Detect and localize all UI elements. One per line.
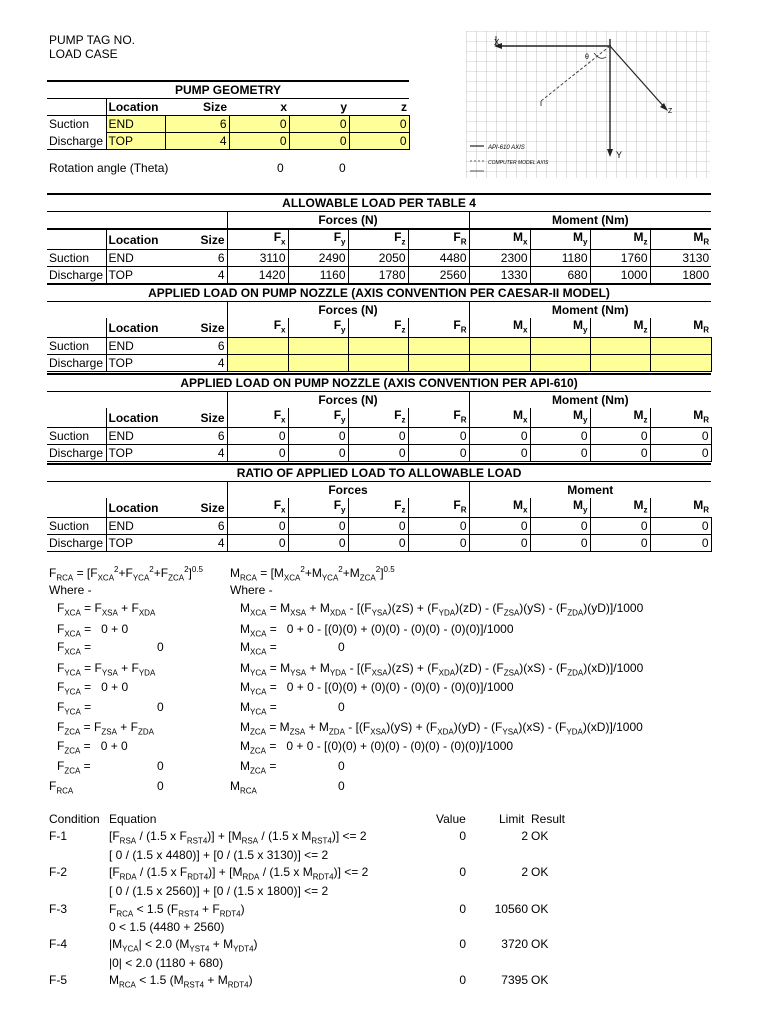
cond-value: 0 bbox=[459, 973, 466, 987]
cond-result: OK bbox=[531, 937, 549, 951]
allowable-row-discharge bbox=[47, 267, 711, 284]
col-location: Location bbox=[106, 318, 165, 338]
cond-limit: 2 bbox=[521, 865, 528, 879]
value-cell: 0 bbox=[469, 535, 530, 552]
row-name: Discharge bbox=[47, 133, 106, 150]
value-cell: 0 bbox=[530, 445, 590, 462]
cond-id: F-5 bbox=[49, 973, 67, 987]
geom-row-suction bbox=[47, 116, 409, 133]
y-input[interactable]: 0 bbox=[289, 133, 349, 150]
fzca-result-label: $F_{ZCA}$ = bbox=[57, 759, 91, 776]
cond-evaluated: [ 0 / (1.5 x 2560)] + [0 / (1.5 x 1800)] <= 2 bbox=[109, 884, 329, 898]
allowable-row-suction bbox=[47, 250, 711, 267]
value-cell: 1780 bbox=[348, 267, 408, 284]
mxca-sub: $M_{XCA} = 0 + 0 - [(0)(0) + (0)(0) - (0)(0) - (0)(0)]/1000$ bbox=[240, 622, 514, 639]
location-cell: END bbox=[106, 250, 165, 267]
rotation-label: Rotation angle (Theta) bbox=[49, 161, 169, 175]
value-cell: 1420 bbox=[227, 267, 288, 284]
y-input[interactable]: 0 bbox=[289, 116, 349, 133]
frca-result: 0 bbox=[157, 779, 164, 793]
fxca-sub: $F_{XCA} = 0 + 0$ bbox=[57, 622, 129, 639]
row-name: Discharge bbox=[47, 267, 106, 284]
mzca-result: 0 bbox=[338, 759, 345, 773]
sketch-theta-label: θ bbox=[585, 54, 589, 61]
cond-id: F-4 bbox=[49, 937, 67, 951]
location-cell: TOP bbox=[106, 535, 165, 552]
cond-limit: 3720 bbox=[501, 937, 528, 951]
value-cell: 2490 bbox=[288, 250, 348, 267]
frca-result-label: $F_{RCA}$ bbox=[49, 779, 74, 796]
value-cell: 0 bbox=[227, 535, 288, 552]
fy-input[interactable] bbox=[288, 355, 348, 372]
applied-api-row-discharge bbox=[47, 445, 711, 462]
fxca-sum: 0 + 0 bbox=[101, 622, 129, 636]
value-cell: 0 bbox=[408, 535, 469, 552]
col-location: Location bbox=[106, 229, 165, 250]
fx-input[interactable] bbox=[227, 338, 288, 355]
col-size: Size bbox=[200, 320, 225, 335]
value-cell: 0 bbox=[227, 428, 288, 445]
value-cell: 3110 bbox=[227, 250, 288, 267]
cond-evaluated: |0| < 2.0 (1180 + 680) bbox=[109, 956, 224, 970]
mxca-expr: 0 + 0 - [(0)(0) + (0)(0) - (0)(0) - (0)(0)]/1000 bbox=[286, 622, 514, 636]
geom-col-size: Size bbox=[202, 100, 227, 114]
fzca-sub: $F_{ZCA} = 0 + 0$ bbox=[57, 739, 128, 756]
cond-id: F-2 bbox=[49, 865, 67, 879]
value-cell: 2300 bbox=[469, 250, 530, 267]
value-cell: 0 bbox=[530, 428, 590, 445]
size-cell: 4 bbox=[165, 535, 227, 552]
fr-input[interactable] bbox=[408, 338, 469, 355]
where-label-right: Where - bbox=[230, 583, 273, 597]
row-name: Suction bbox=[47, 518, 106, 535]
forces-label: Forces (N) bbox=[227, 392, 469, 409]
ratio-table: RATIO OF APPLIED LOAD TO ALLOWABLE LOAD Forces Moment Location Size $F_x$ $F_y$ $F_z$ $F_R$ $M_x$ $M_y$ $M_z$ $M_R$ Suction END 6 0 0 0 0 0 0 0 0 Discharge TOP 4 0 0 0 0 0 0 0 0 bbox=[49, 466, 710, 551]
forces-label: Forces (N) bbox=[227, 302, 469, 319]
value-cell: 0 bbox=[288, 535, 348, 552]
my-input[interactable] bbox=[530, 338, 590, 355]
ratio-title: RATIO OF APPLIED LOAD TO ALLOWABLE LOAD bbox=[47, 464, 711, 482]
mz-input[interactable] bbox=[590, 355, 650, 372]
sketch-z-label: Z bbox=[668, 108, 673, 115]
mxca-def: $M_{XCA} = M_{XSA} + M_{XDA} - [(F_{YSA})(zS) + (F_{YDA})(zD) - (F_{ZSA})(yS) - (F_{ZDA})(yD)]/1000$ bbox=[240, 601, 644, 618]
where-label-left: Where - bbox=[49, 583, 92, 597]
cond-equation: $M_{RCA} < 1.5$ $(M_{RST4} + M_{RDT4})$ bbox=[109, 973, 253, 990]
mxca-result-label: $M_{XCA}$ = bbox=[240, 640, 277, 657]
value-cell: 0 bbox=[650, 518, 711, 535]
col-size: Size bbox=[200, 500, 225, 515]
size-input[interactable]: 4 bbox=[165, 133, 229, 150]
mrca-result: 0 bbox=[338, 779, 345, 793]
my-input[interactable] bbox=[530, 355, 590, 372]
location-input[interactable]: TOP bbox=[106, 133, 165, 150]
fxca-result-label: $F_{XCA}$ = bbox=[57, 640, 92, 657]
value-cell: 0 bbox=[530, 518, 590, 535]
moment-label: Moment (Nm) bbox=[469, 392, 711, 409]
value-cell: 1330 bbox=[469, 267, 530, 284]
geom-row-discharge bbox=[47, 133, 409, 150]
mzca-expr: 0 + 0 - [(0)(0) + (0)(0) - (0)(0) - (0)(0)]/1000 bbox=[286, 739, 514, 753]
value-cell: 0 bbox=[288, 428, 348, 445]
value-cell: 0 bbox=[408, 518, 469, 535]
pump-geometry-title: PUMP GEOMETRY bbox=[47, 81, 409, 99]
ratio-row-suction bbox=[47, 518, 711, 535]
fzca-def: $F_{ZCA} = F_{ZSA} + F_{ZDA}$ bbox=[57, 720, 154, 737]
applied-api-row-suction bbox=[47, 428, 711, 445]
col-size: Size bbox=[200, 410, 225, 425]
value-cell: 0 bbox=[348, 445, 408, 462]
location-cell: END bbox=[106, 338, 165, 355]
row-name: Discharge bbox=[47, 355, 106, 372]
moment-label: Moment (Nm) bbox=[469, 212, 711, 230]
location-cell: TOP bbox=[106, 267, 165, 284]
size-cell: 6 bbox=[165, 338, 227, 355]
applied-caesar-title: APPLIED LOAD ON PUMP NOZZLE (AXIS CONVENTION PER CAESAR-II MODEL) bbox=[47, 284, 711, 302]
value-cell: 1800 bbox=[650, 267, 711, 284]
ratio-row-discharge bbox=[47, 535, 711, 552]
cond-value: 0 bbox=[459, 829, 466, 843]
cond-limit: 10560 bbox=[494, 902, 528, 916]
value-cell: 0 bbox=[590, 428, 650, 445]
cond-col-condition: Condition bbox=[49, 812, 100, 826]
size-cell: 6 bbox=[165, 428, 227, 445]
mzca-def: $M_{ZCA} = M_{ZSA} + M_{ZDA} - [(F_{XSA})(yS) + (F_{XDA})(yD) - (F_{YSA})(xS) - (F_{YDA})(xD)]/1000$ bbox=[240, 720, 643, 737]
size-cell: 6 bbox=[165, 250, 227, 267]
fz-input[interactable] bbox=[348, 355, 408, 372]
z-input[interactable]: 0 bbox=[349, 116, 409, 133]
value-cell: 2560 bbox=[408, 267, 469, 284]
size-cell: 4 bbox=[165, 267, 227, 284]
row-name: Discharge bbox=[47, 445, 106, 462]
value-cell: 1180 bbox=[530, 250, 590, 267]
value-cell: 0 bbox=[348, 518, 408, 535]
x-input[interactable]: 0 bbox=[229, 133, 289, 150]
geom-col-z: z bbox=[401, 100, 408, 114]
allowable-load-table: ALLOWABLE LOAD PER TABLE 4 Forces (N) Moment (Nm) Location Size $F_x$ $F_y$ $F_z$ $F_R$ $M_x$ $M_y$ $M_z$ $M_R$ Suction END 6 3110 2490 2050 4480 2300 1180 1760 3130 Discharge TOP 4 1420 1160 1780 2560 1330 680 1000 1800 bbox=[49, 196, 710, 283]
cond-col-equation: Equation bbox=[109, 812, 157, 826]
cond-evaluated: 0 < 1.5 (4480 + 2560) bbox=[109, 920, 225, 934]
cond-limit: 2 bbox=[521, 829, 528, 843]
cond-id: F-3 bbox=[49, 902, 67, 916]
value-cell: 1760 bbox=[590, 250, 650, 267]
size-cell: 4 bbox=[165, 445, 227, 462]
value-cell: 0 bbox=[650, 428, 711, 445]
cond-result: OK bbox=[531, 973, 549, 987]
value-cell: 0 bbox=[650, 535, 711, 552]
value-cell: 0 bbox=[348, 428, 408, 445]
applied-api-title: APPLIED LOAD ON PUMP NOZZLE (AXIS CONVENTION PER API-610) bbox=[47, 374, 711, 392]
cond-id: F-1 bbox=[49, 829, 67, 843]
cond-limit: 7395 bbox=[501, 973, 528, 987]
value-cell: 0 bbox=[590, 535, 650, 552]
value-cell: 680 bbox=[530, 267, 590, 284]
row-name: Suction bbox=[47, 250, 106, 267]
forces-label: Forces bbox=[227, 482, 469, 499]
applied-caesar-row-suction bbox=[47, 338, 711, 355]
fyca-sub: $F_{YCA} = 0 + 0$ bbox=[57, 680, 129, 697]
cond-col-value: Value bbox=[436, 812, 466, 826]
location-cell: END bbox=[106, 518, 165, 535]
value-cell: 0 bbox=[227, 518, 288, 535]
size-cell: 6 bbox=[165, 518, 227, 535]
value-cell: 0 bbox=[288, 445, 348, 462]
size-input[interactable]: 6 bbox=[165, 116, 229, 133]
geom-col-y: y bbox=[340, 100, 347, 114]
cond-evaluated: [ 0 / (1.5 x 4480)] + [0 / (1.5 x 3130)] <= 2 bbox=[109, 848, 329, 862]
value-cell: 1160 bbox=[288, 267, 348, 284]
location-cell: END bbox=[106, 428, 165, 445]
applied-caesar-row-discharge bbox=[47, 355, 711, 372]
fyca-def: $F_{YCA} = F_{YSA} + F_{YDA}$ bbox=[57, 661, 156, 678]
fz-input[interactable] bbox=[348, 338, 408, 355]
myca-expr: 0 + 0 - [(0)(0) + (0)(0) - (0)(0) - (0)(0)]/1000 bbox=[286, 680, 514, 694]
row-name: Suction bbox=[47, 116, 106, 133]
cond-value: 0 bbox=[459, 902, 466, 916]
rotation-value-2: 0 bbox=[339, 161, 346, 175]
mx-input[interactable] bbox=[469, 338, 530, 355]
myca-def: $M_{YCA} = M_{YSA} + M_{YDA} - [(F_{XSA})(zS) + (F_{XDA})(zD) - (F_{ZSA})(xS) - (F_{ZDA})(xD)]/1000$ bbox=[240, 661, 644, 678]
pump-tag-label: PUMP TAG NO. bbox=[49, 33, 136, 47]
mxca-result: 0 bbox=[338, 640, 345, 654]
applied-api-table: APPLIED LOAD ON PUMP NOZZLE (AXIS CONVENTION PER API-610) Forces (N) Moment (Nm) Location Size $F_x$ $F_y$ $F_z$ $F_R$ $M_x$ $M_y$ $M_z$ $M_R$ Suction END 6 0 0 0 0 0 0 0 0 Discharge TOP 4 0 0 0 0 0 0 0 0 bbox=[49, 376, 710, 461]
mrca-result-label: $M_{RCA}$ bbox=[230, 779, 257, 796]
z-input[interactable]: 0 bbox=[349, 133, 409, 150]
value-cell: 1000 bbox=[590, 267, 650, 284]
fzca-sum: 0 + 0 bbox=[100, 739, 128, 753]
cond-col-limit: Limit bbox=[499, 812, 525, 826]
fzca-result: 0 bbox=[157, 759, 164, 773]
value-cell: 2050 bbox=[348, 250, 408, 267]
value-cell: 0 bbox=[469, 518, 530, 535]
fyca-result: 0 bbox=[157, 700, 164, 714]
fyca-result-label: $F_{YCA}$ = bbox=[57, 700, 92, 717]
value-cell: 3130 bbox=[650, 250, 711, 267]
mr-input[interactable] bbox=[650, 338, 711, 355]
fyca-sum: 0 + 0 bbox=[101, 680, 129, 694]
load-case-label: LOAD CASE bbox=[49, 47, 118, 61]
forces-label: Forces (N) bbox=[227, 212, 469, 230]
value-cell: 0 bbox=[408, 428, 469, 445]
value-cell: 0 bbox=[227, 445, 288, 462]
rotation-value-1: 0 bbox=[277, 161, 284, 175]
value-cell: 0 bbox=[348, 535, 408, 552]
axis-sketch bbox=[466, 31, 710, 178]
fxca-def: $F_{XCA} = F_{XSA} + F_{XDA}$ bbox=[57, 601, 156, 618]
cond-col-result: Result bbox=[531, 812, 566, 826]
myca-result-label: $M_{YCA}$ = bbox=[240, 700, 277, 717]
value-cell: 0 bbox=[590, 518, 650, 535]
value-cell: 0 bbox=[590, 445, 650, 462]
pump-geometry-table bbox=[47, 80, 410, 150]
geom-col-x: x bbox=[280, 100, 287, 114]
mzca-result-label: $M_{ZCA}$ = bbox=[240, 759, 277, 776]
allowable-title: ALLOWABLE LOAD PER TABLE 4 bbox=[47, 194, 711, 212]
moment-label: Moment (Nm) bbox=[469, 302, 711, 319]
sketch-x-label: X bbox=[494, 38, 500, 47]
row-name: Suction bbox=[47, 338, 106, 355]
value-cell: 0 bbox=[288, 518, 348, 535]
mzca-sub: $M_{ZCA} = 0 + 0 - [(0)(0) + (0)(0) - (0)(0) - (0)(0)]/1000$ bbox=[240, 739, 514, 756]
mz-input[interactable] bbox=[590, 338, 650, 355]
mx-input[interactable] bbox=[469, 355, 530, 372]
mr-input[interactable] bbox=[650, 355, 711, 372]
fy-input[interactable] bbox=[288, 338, 348, 355]
cond-equation: $|M_{YCA}| < 2.0$ $(M_{YST4} + M_{YDT4})$ bbox=[109, 937, 258, 954]
col-size: Size bbox=[165, 229, 227, 250]
cond-result: OK bbox=[531, 829, 549, 843]
myca-result: 0 bbox=[338, 700, 345, 714]
cond-value: 0 bbox=[459, 865, 466, 879]
sketch-legend-model: COMPUTER MODEL AXIS bbox=[488, 160, 549, 166]
value-cell: 0 bbox=[530, 535, 590, 552]
value-cell: 4480 bbox=[408, 250, 469, 267]
fx-input[interactable] bbox=[227, 355, 288, 372]
myca-sub: $M_{YCA} = 0 + 0 - [(0)(0) + (0)(0) - (0)(0) - (0)(0)]/1000$ bbox=[240, 680, 514, 697]
cond-result: OK bbox=[531, 902, 549, 916]
fr-input[interactable] bbox=[408, 355, 469, 372]
moment-label: Moment bbox=[469, 482, 711, 499]
cond-equation: [$F_{RDA} / (1.5$ x $F_{RDT4})] + [M_{RDA} / (1.5$ x $M_{RDT4})] <= 2$ bbox=[109, 865, 369, 882]
row-name: Discharge bbox=[47, 535, 106, 552]
col-location: Location bbox=[106, 408, 165, 428]
row-name: Suction bbox=[47, 428, 106, 445]
cond-result: OK bbox=[531, 865, 549, 879]
size-cell: 4 bbox=[165, 355, 227, 372]
value-cell: 0 bbox=[408, 445, 469, 462]
value-cell: 0 bbox=[650, 445, 711, 462]
mrca-formula: $M_{RCA} = [M_{XCA}^2+M_{YCA}^2+M_{ZCA}^2]^{0.5}$ bbox=[230, 565, 395, 583]
x-input[interactable]: 0 bbox=[229, 116, 289, 133]
geom-col-location: Location bbox=[106, 99, 165, 116]
cond-value: 0 bbox=[459, 937, 466, 951]
location-cell: TOP bbox=[106, 445, 165, 462]
location-cell: TOP bbox=[106, 355, 165, 372]
value-cell: 0 bbox=[469, 445, 530, 462]
fxca-result: 0 bbox=[157, 640, 164, 654]
location-input[interactable]: END bbox=[106, 116, 165, 133]
sketch-legend-api: API-610 AXIS bbox=[488, 145, 525, 151]
cond-equation: [$F_{RSA} / (1.5$ x $F_{RST4})] + [M_{RSA} / (1.5$ x $M_{RST4})] <= 2$ bbox=[109, 829, 367, 846]
sketch-y-label: Y bbox=[616, 150, 623, 160]
col-location: Location bbox=[106, 498, 165, 518]
frca-formula: $F_{RCA} = [F_{XCA}^2+F_{YCA}^2+F_{ZCA}^2]^{0.5}$ bbox=[49, 565, 203, 583]
applied-caesar-table: APPLIED LOAD ON PUMP NOZZLE (AXIS CONVENTION PER CAESAR-II MODEL) Forces (N) Moment (Nm) Location Size $F_x$ $F_y$ $F_z$ $F_R$ $M_x$ $M_y$ $M_z$ $M_R$ Suction END 6 Discharge TOP 4 bbox=[49, 286, 710, 371]
cond-equation: $F_{RCA} < 1.5$ $(F_{RST4} + F_{RDT4})$ bbox=[109, 902, 245, 919]
value-cell: 0 bbox=[469, 428, 530, 445]
